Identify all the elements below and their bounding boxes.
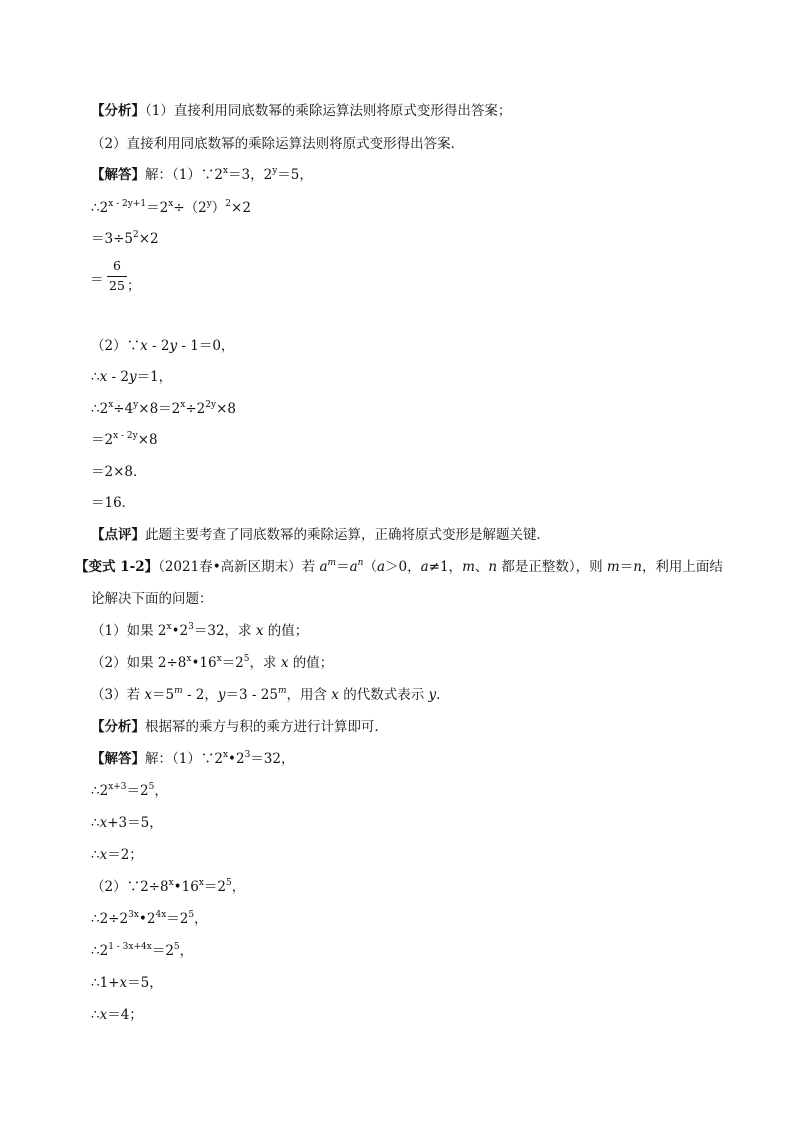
q1-step-1: $\therefore 2^{x - 2y+1}=2^x\div(2^y)^2\times 2$ [91,199,251,216]
q2-part2-line: $(2)\because 2\div 8^x•16^x=2^5$， [91,878,246,895]
analysis-text-1: （1）直接利用同底数幂的乘除运算法则将原式变形得出答案； [145,103,512,119]
q2-step-1: $\therefore 2^{x+3}=2^5$， [91,782,168,799]
variant-intro: 若 $a^m=a^n(a>0$，a≠1，m、n 都是正整数），则 m＝n，利用上面结 [301,558,723,575]
q2-answer-tag: 【解答】 [91,751,145,767]
q1-part2-line: （2）∵x - 2y - 1＝0， [91,338,235,354]
q1-analysis-line-2 [91,135,464,153]
q1-part2-step-2: $\therefore 2^x\div 4^y\times 8=2^x\div 2^{2y}\times 8$ [91,400,236,417]
q2-answer-line [91,750,295,768]
q2-part2-step-1: $\therefore 2\div 2^{3x}•2^{4x}=2^5$， [91,910,208,927]
q2-title-line [75,558,723,576]
q2-step-2: ∴x+3＝5， [91,815,163,831]
q1-answer-line [91,166,313,184]
q2-question-3: （3）若 $x=5^m - 2$，y＝3 - 25$^m$，用含 x 的代数式表示 y． [91,686,450,703]
q2-question-2: （2）如果 $2\div 8^x•16^x=2^5$，求 x 的值； [91,654,334,671]
fraction-denominator: 25 [109,278,125,293]
q1-part2-step-3: $=2^{x - 2y}\times 8$ [91,431,158,448]
q2-analysis-tag: 【分析】 [91,719,145,735]
fraction-bar [107,276,127,277]
q2-part2-step-3: ∴1+x＝5， [91,975,163,991]
review-tag: 【点评】 [91,527,145,543]
q2-analysis-text: 根据幂的乘方与积的乘方进行计算即可． [145,719,388,735]
variant-source: （2021春•高新区期末） [158,559,302,575]
fraction-numerator: 6 [113,258,121,273]
review-text: 此题主要考查了同底数幂的乘除运算，正确将原式变形是解题关键． [145,527,550,543]
variant-intro-2: 论解决下面的问题： [91,591,213,607]
q1-review-line [91,526,550,544]
analysis-tag: 【分析】 [91,103,145,119]
answer-step: 解：$(1)\because 2^x=3$，$2^y=5$， [145,166,313,183]
q1-part2-step-5: ＝16． [91,495,136,511]
q2-part2-step-2: $\therefore 2^{1 - 3x+4x}=2^5$， [91,942,194,959]
q2-question-1: （1）如果 $2^x•2^3=32$，求 x 的值； [91,622,309,639]
analysis-text-2: （2）直接利用同底数幂的乘除运算法则将原式变形得出答案． [91,136,465,152]
variant-tag: 【变式 1-2】 [75,559,159,575]
answer-tag: 【解答】 [91,167,145,183]
q1-part2-step-1: ∴x - 2y＝1， [91,369,173,385]
q1-analysis-line [91,102,511,120]
q2-intro-line-2 [91,590,213,608]
q1-step-2: $=3\div 5^2\times 2$ [91,230,159,247]
q2-step-3: ∴x＝2； [91,847,143,863]
q1-part2-step-4: ＝2×8． [91,464,147,480]
q2-part2-step-4: ∴x＝4； [91,1007,143,1023]
q2-analysis-line [91,718,388,736]
q2-answer-step: 解：$(1)\because 2^x•2^3=32$， [145,750,295,767]
